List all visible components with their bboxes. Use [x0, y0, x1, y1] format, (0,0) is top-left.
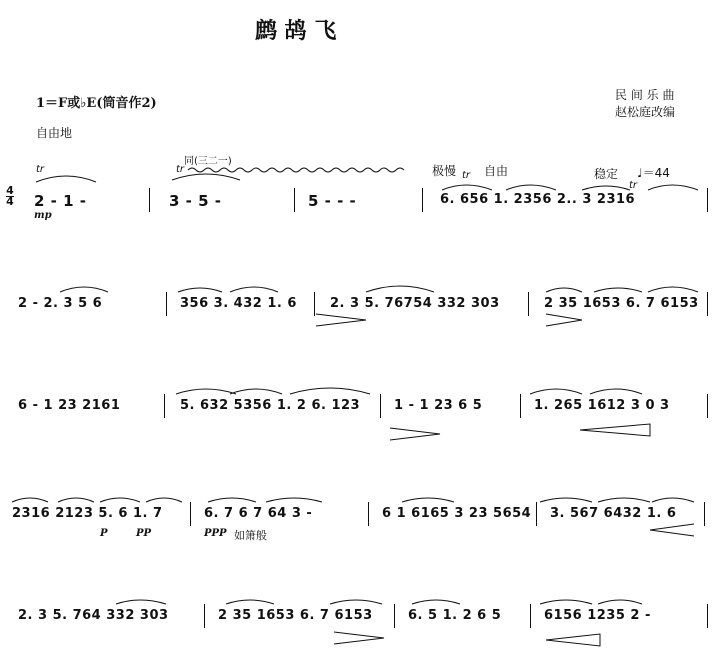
bar-line — [166, 292, 167, 316]
slur — [58, 498, 94, 502]
annotation-free: 自由 — [484, 164, 509, 178]
tempo-marking: 自由地 — [36, 126, 73, 140]
slur — [540, 600, 592, 604]
slur — [590, 389, 642, 394]
measure: 6. 7 6 7 64 3 - — [204, 506, 313, 521]
bar-line — [190, 502, 191, 526]
bar-line — [707, 292, 708, 316]
slur — [330, 600, 382, 604]
annotation-like-flute: 如箫般 — [234, 529, 267, 542]
measure: 2. 3 5. 76754 332 303 — [330, 296, 500, 311]
measure: 2 35 1653 6. 7 6153 — [218, 608, 373, 623]
decrescendo-hairpin — [650, 524, 694, 536]
measure: 2. 3 5. 764 332 303 — [18, 608, 169, 623]
dynamic-pp: PP — [136, 528, 152, 539]
slur — [546, 288, 582, 292]
slur — [442, 185, 492, 190]
measure: 6156 1235 2 - — [544, 608, 651, 623]
metronome-marking: ♩＝44 — [637, 166, 670, 180]
measure: 5. 632 5356 1. 2 6. 123 — [180, 398, 361, 413]
bar-line — [707, 604, 708, 628]
slur — [652, 498, 694, 502]
bar-line — [204, 604, 205, 628]
bar-line — [380, 394, 381, 418]
key-signature: 1＝F或♭E(筒音作2) — [36, 96, 157, 111]
slur — [582, 186, 630, 190]
crescendo-hairpin — [546, 314, 582, 326]
trill-wave — [188, 168, 404, 172]
slur — [266, 498, 322, 502]
trill-mark: tr — [462, 170, 471, 181]
slur — [366, 286, 434, 292]
bar-line — [164, 394, 165, 418]
measure: 5 - - - — [308, 192, 357, 210]
slur — [60, 287, 108, 292]
bar-line — [530, 604, 531, 628]
slur — [402, 498, 454, 502]
measure: 1. 265 1612 3 0 3 — [534, 398, 670, 413]
measure: 6 - 1 23 2161 — [18, 398, 121, 413]
bar-line — [528, 292, 529, 316]
slur — [208, 498, 256, 502]
bar-line — [314, 292, 315, 316]
attribution-line-1: 民 间 乐 曲 — [615, 88, 675, 102]
slur — [648, 185, 698, 190]
slur — [290, 388, 370, 394]
slur — [594, 288, 642, 292]
annotation-very-slow: 极慢 — [432, 164, 457, 178]
bar-line — [520, 394, 521, 418]
bar-line — [704, 502, 705, 526]
slur — [598, 498, 650, 502]
slur — [100, 498, 140, 502]
measure: 2 35 1653 6. 7 6153 — [544, 296, 699, 311]
decrescendo-hairpin — [390, 428, 440, 440]
dynamic-mp: mp — [34, 210, 52, 221]
measure: 1 - 1 23 6 5 — [394, 398, 483, 413]
bar-line — [707, 394, 708, 418]
bar-line — [422, 188, 423, 212]
bar-line — [707, 188, 708, 212]
measure: 2 - 1 - — [34, 192, 87, 210]
slur — [176, 389, 236, 394]
slur — [648, 287, 698, 292]
measure: 2 - 2. 3 5 6 — [18, 296, 103, 311]
measure: 6 1 6165 3 23 5654 — [382, 506, 532, 521]
bar-line — [394, 604, 395, 628]
slur — [598, 600, 642, 604]
crescendo-hairpin — [316, 314, 366, 326]
slur — [506, 185, 556, 190]
bar-line — [294, 188, 295, 212]
bar-line — [368, 502, 369, 526]
slur — [230, 389, 282, 394]
slur — [412, 600, 460, 604]
slur — [178, 288, 222, 292]
trill-mark: tr — [176, 164, 185, 175]
measure: 2316 2123 5. 6 1. 7 — [12, 506, 163, 521]
measure: 6. 656 1. 2356 2.. 3 2316 — [440, 192, 636, 207]
decrescendo-hairpin — [334, 632, 384, 644]
slur — [146, 498, 182, 502]
attribution-line-2: 赵松庭改编 — [615, 105, 676, 119]
crescendo-hairpin — [580, 424, 650, 436]
slur — [530, 389, 582, 394]
slur — [36, 176, 96, 182]
slur — [226, 600, 274, 604]
bar-line — [536, 502, 537, 526]
time-signature-top: 4 — [6, 184, 14, 197]
crescendo-hairpin — [546, 634, 600, 646]
measure: 6. 5 1. 2 6 5 — [408, 608, 502, 623]
dynamic-ppp: PPP — [204, 528, 227, 539]
slur — [116, 600, 166, 604]
slur — [230, 287, 278, 292]
measure: 3 - 5 - — [169, 192, 222, 210]
trill-mark: tr — [629, 180, 638, 191]
annotation-same-note: 同(三二一) — [184, 156, 232, 167]
time-signature-bottom: 4 — [6, 195, 14, 208]
time-signature — [6, 186, 14, 207]
dynamic-p: P — [100, 528, 108, 539]
bar-line — [149, 188, 150, 212]
measure: 356 3. 432 1. 6 — [180, 296, 297, 311]
slur — [12, 498, 48, 502]
slur — [540, 498, 592, 502]
measure: 3. 567 6432 1. 6 — [550, 506, 677, 521]
trill-mark: tr — [36, 164, 45, 175]
annotation-steady: 稳定 — [594, 167, 619, 181]
page-title: 鹧 鸪 飞 — [255, 19, 337, 44]
